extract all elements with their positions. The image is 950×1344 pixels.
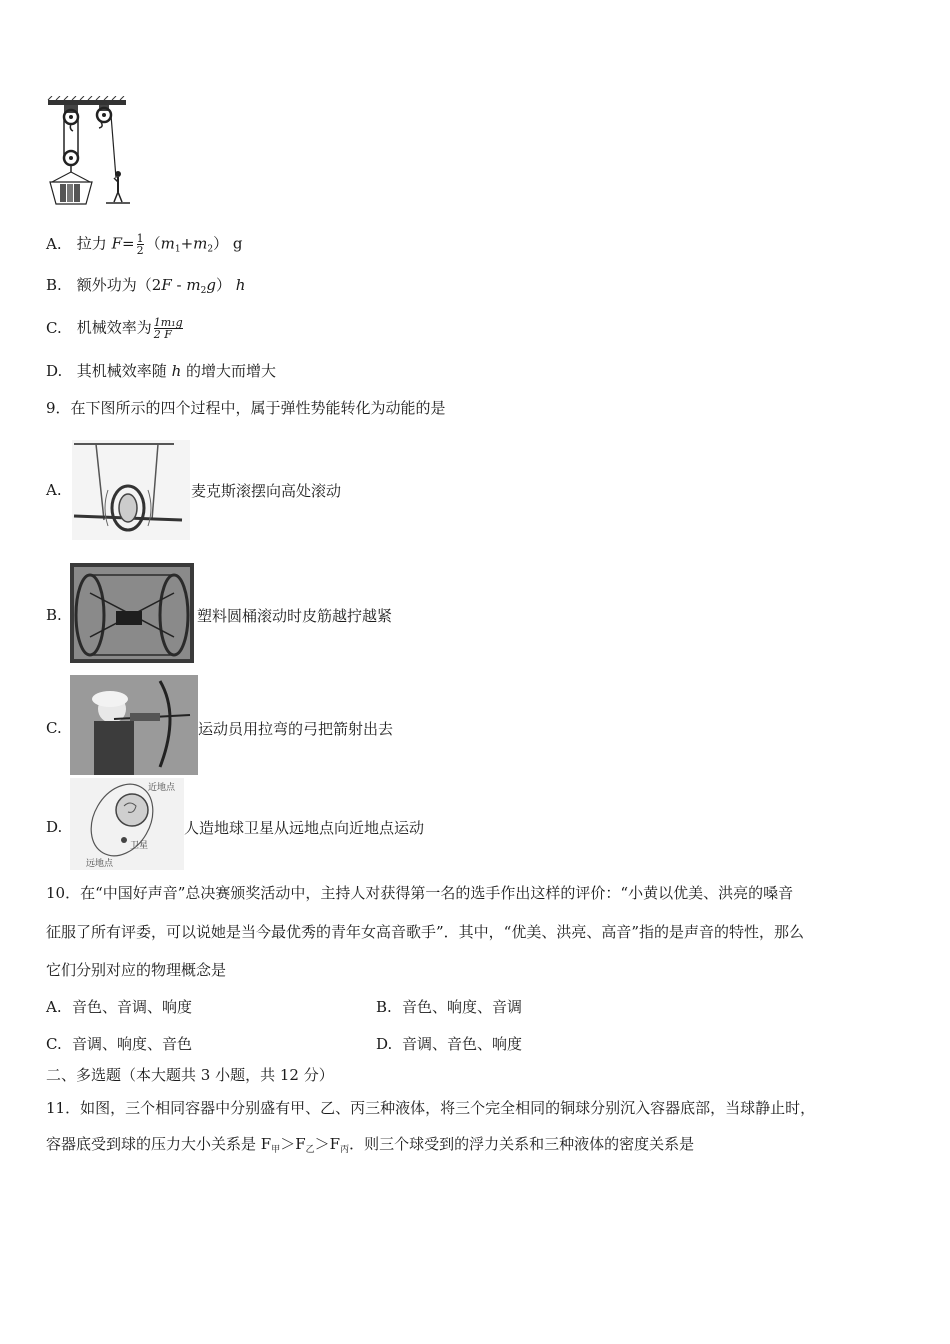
q9-option-a-text: 麦克斯滚摆向高处滚动: [191, 482, 342, 500]
pulley-system-figure: [44, 96, 130, 208]
q8-option-b: B. 额外功为$(2F - m_2g)$ h: [46, 276, 246, 296]
q9-option-c-text: 运动员用拉弯的弓把箭射出去: [198, 720, 394, 738]
q8-option-d: D. 其机械效率随 h 的增大而增大: [46, 362, 277, 380]
q9-option-a-letter: A.: [46, 481, 62, 499]
q10-stem-line3: 它们分别对应的物理概念是: [46, 961, 227, 979]
q9-option-d-text: 人造地球卫星从远地点向近地点运动: [184, 819, 425, 837]
efficiency-fraction: $\frac{\text{1m₁g}}{2 F}$: [153, 316, 183, 341]
section-title: 二、多选题（本大题共 3 小题，共 12 分）: [46, 1066, 334, 1084]
satellite-orbit-image: [70, 778, 184, 870]
satellite-label: 卫星: [130, 841, 149, 851]
q9-option-c-letter: C.: [46, 719, 62, 737]
q9-stem: 9．在下图所示的四个过程中，属于弹性势能转化为动能的是: [46, 399, 446, 417]
q9-option-b-letter: B.: [46, 606, 62, 624]
q9-option-d-letter: D.: [46, 818, 63, 836]
maxwell-wheel-image: [72, 440, 190, 540]
q10-stem-line1: 10．在“中国好声音”总决赛颁奖活动中，主持人对获得第一名的选手作出这样的评价：“小黄以优美、洪亮的嗓音: [46, 884, 794, 902]
q10-option-b: B. 音色、响度、音调: [376, 998, 523, 1016]
archer-image: [70, 675, 198, 775]
fraction-one-half: $\frac{1}{2}$: [136, 232, 144, 257]
q11-stem-line2: 容器底受到球的压力大小关系是 $F_甲>F_乙>F_丙$．则三个球受到的浮力关系和三种液体的密度关系是: [46, 1135, 695, 1155]
q9-option-b-text: 塑料圆桶滚动时皮筋越拧越紧: [197, 607, 393, 625]
near-point-label: 近地点: [148, 783, 176, 793]
q11-stem-line1: 11．如图，三个相同容器中分别盛有甲、乙、丙三种液体，将三个完全相同的铜球分别沉入容器底部，当球静止时，: [46, 1099, 816, 1117]
plastic-barrel-image: [70, 563, 194, 663]
q10-option-d: D. 音调、音色、响度: [376, 1035, 523, 1053]
q10-option-a: A. 音色、音调、响度: [46, 998, 193, 1016]
q10-option-c: C. 音调、响度、音色: [46, 1035, 193, 1053]
q8-option-c: C. 机械效率为 $\frac{\text{1m₁g}}{2 F}$: [46, 316, 183, 341]
far-point-label: 远地点: [86, 859, 114, 869]
q8-option-a: A. 拉力 F= $\frac{1}{2}$ $(m_1+m_2)$ g: [46, 232, 243, 257]
q10-stem-line2: 征服了所有评委，可以说她是当今最优秀的青年女高音歌手”．其中，“优美、洪亮、高音”指的是声音的特性，那么: [46, 923, 805, 941]
